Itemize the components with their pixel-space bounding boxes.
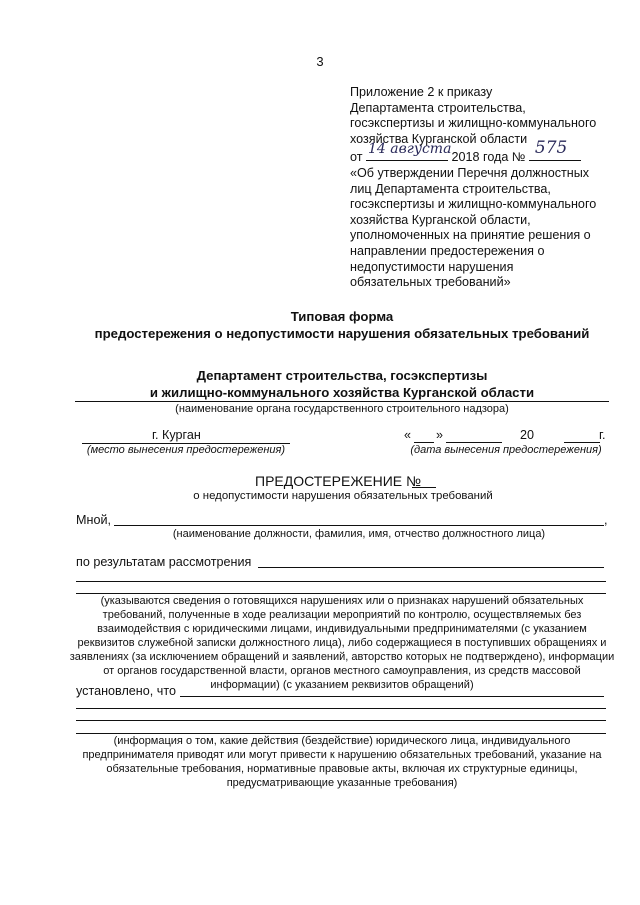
number-underline	[529, 138, 581, 161]
from-label: от	[350, 150, 363, 165]
established-caption-line: (информация о том, какие действия (бездействие) юридического лица, индивидуального	[113, 735, 571, 747]
established-underline-3	[76, 720, 606, 721]
review-caption-line: требований, полученные в ходе реализации мероприятий по контролю, осуществляемых без	[102, 609, 582, 621]
form-subtitle: предостережения о недопустимости нарушения обязательных требований	[94, 326, 590, 341]
review-caption-line: реквизитов служебной записки должностного лица), либо содержащиеся в поступивших обращениях и	[77, 637, 607, 649]
appendix-line: Приложение 2 к приказу	[350, 85, 493, 99]
appendix-line: Департамента строительства,	[350, 100, 526, 115]
date-close-quote: »	[436, 428, 444, 442]
date-caption: (дата вынесения предостережения)	[410, 444, 602, 456]
by-me-underline	[114, 525, 604, 526]
form-title: Типовая форма	[290, 309, 394, 324]
review-caption-line: информации) (с указанием реквизитов обращений)	[210, 679, 474, 691]
date-underline	[366, 141, 452, 161]
by-me-label: Мной,	[76, 513, 111, 527]
date-open-quote: «	[404, 428, 412, 442]
review-caption-line: заявлениях (за исключением обращений и заявлений, авторство которых не подтверждено), информации	[69, 651, 615, 663]
established-underline-2	[76, 708, 606, 709]
appendix-line: направлении предостережения о	[350, 243, 545, 258]
department-name-line1: Департамент строительства, госэкспертизы	[196, 368, 488, 383]
month-underline	[446, 442, 502, 443]
warning-number-underline	[412, 487, 436, 488]
appendix-line: обязательных требований»	[350, 275, 511, 290]
appendix-line: хозяйства Курганской области,	[350, 212, 531, 227]
year-prefix: 20	[520, 428, 535, 442]
appendix-line: «Об утверждении Перечня должностных	[350, 165, 590, 180]
warning-subheading: о недопустимости нарушения обязательных требований	[193, 490, 493, 502]
appendix-line: госэкспертизы и жилищно-коммунального	[350, 116, 597, 131]
appendix-line: недопустимости нарушения	[350, 259, 514, 274]
appendix-line: хозяйства Курганской области	[350, 131, 528, 146]
by-me-comma: ,	[604, 513, 608, 527]
department-caption: (наименование органа государственного строительного надзора)	[175, 403, 509, 415]
appendix-block	[350, 85, 620, 291]
handwritten-date: 14 августа	[368, 141, 452, 158]
established-caption-line: предусматривающие указанные требования)	[226, 777, 458, 789]
order-year-text: 2018 года №	[451, 150, 526, 165]
year-underline	[564, 442, 600, 443]
day-underline	[414, 442, 434, 443]
appendix-line: госэкспертизы и жилищно-коммунального	[350, 197, 597, 212]
page-number: 3	[316, 54, 324, 69]
established-label: установлено, что	[76, 684, 176, 698]
appendix-line: лиц Департамента строительства,	[350, 181, 551, 196]
appendix-line: уполномоченных на принятие решения о	[350, 228, 591, 243]
review-underline-1	[258, 567, 604, 568]
review-caption	[66, 594, 618, 692]
year-suffix: г.	[599, 428, 606, 442]
established-underline-1	[180, 696, 604, 697]
established-caption-line: предпринимателя приводят или могут привести к нарушению обязательных требований, указание на	[82, 749, 602, 761]
handwritten-number: 575	[534, 138, 568, 159]
review-underline-2	[76, 581, 606, 582]
established-caption	[66, 734, 618, 790]
warning-heading: ПРЕДОСТЕРЕЖЕНИЕ №	[255, 473, 422, 489]
by-me-caption: (наименование должности, фамилия, имя, отчество должностного лица)	[172, 528, 546, 540]
review-caption-line: от органов государственной власти, органов местного самоуправления, из средств массовой	[103, 665, 581, 677]
place-caption: (место вынесения предостережения)	[86, 444, 286, 456]
established-caption-line: обязательные требования, нормативные правовые акты, включая их структурные единицы,	[106, 763, 578, 775]
review-label: по результатам рассмотрения	[76, 555, 252, 569]
review-caption-line: взаимодействия с юридическими лицами, индивидуальными предпринимателями (с указанием	[97, 623, 587, 635]
department-name-line2: и жилищно-коммунального хозяйства Курганской области	[149, 385, 535, 400]
review-caption-line: (указываются сведения о готовящихся нарушениях или о признаках нарушений обязательных	[100, 595, 584, 607]
place-city: г. Курган	[152, 428, 201, 442]
